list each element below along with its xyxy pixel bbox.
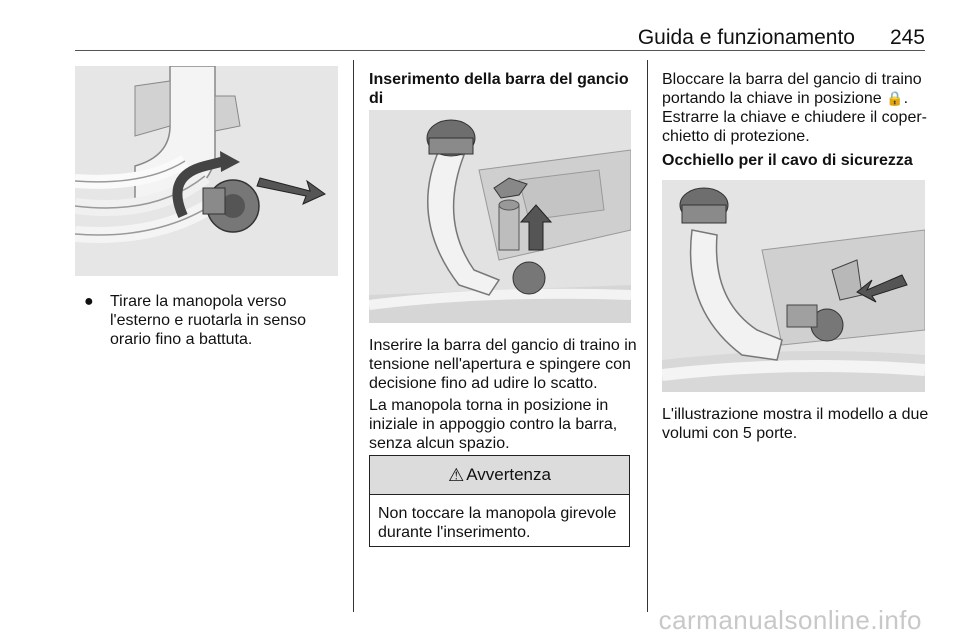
- right-para-1: [662, 70, 930, 146]
- header-rule: [75, 50, 925, 51]
- right-para-2-line-1: L'illustrazione mostra il modello a due: [662, 406, 929, 423]
- right-para-1-line-4: chietto di protezione.: [662, 128, 810, 145]
- page-header: [75, 22, 925, 50]
- right-heading: Occhiello per il cavo di sicurezza: [662, 152, 913, 169]
- middle-para-1: [369, 336, 639, 393]
- middle-heading-line-1: Inserimento della barra del gancio di: [369, 71, 629, 107]
- watermark: carmanualsonline.info: [658, 605, 922, 635]
- column-divider-2: [647, 60, 648, 612]
- column-divider-1: [353, 60, 354, 612]
- middle-para-2: [369, 396, 639, 453]
- illustration-knob-rotate: [75, 66, 338, 276]
- bullet-item: [80, 292, 340, 349]
- section-title: Guida e funzionamento: [637, 26, 855, 49]
- bullet-line-3: orario fino a battuta.: [110, 331, 253, 348]
- bullet-line-1: Tirare la manopola verso: [110, 293, 287, 310]
- right-para-2-line-2: volumi con 5 porte.: [662, 425, 798, 442]
- illustration-safety-eyelet: [662, 180, 925, 392]
- right-para-2: [662, 405, 930, 443]
- right-para-1-line-2: portando la chiave in posizione 🔒.: [662, 90, 909, 107]
- middle-para-2-line-2: iniziale in appoggio contro la barra,: [369, 416, 618, 433]
- left-column-text: [80, 292, 340, 349]
- bullet-icon: ●: [84, 293, 94, 310]
- warning-triangle-icon: ⚠: [448, 464, 465, 485]
- warning-line-2: durante l'inserimento.: [378, 524, 531, 541]
- middle-para-1-line-3: decisione fino ad udire lo scatto.: [369, 375, 598, 392]
- warning-line-1: Non toccare la manopola girevole: [378, 505, 617, 522]
- illustration-towbar-insert: [369, 110, 631, 323]
- middle-para-2-line-1: La manopola torna in posizione in: [369, 397, 609, 414]
- middle-para-2-line-3: senza alcun spazio.: [369, 435, 510, 452]
- right-para-1-line-1: Bloccare la barra del gancio di traino: [662, 71, 922, 88]
- lock-icon: 🔒: [886, 90, 904, 106]
- warning-title: Avvertenza: [466, 465, 551, 484]
- page-number: 245: [889, 26, 925, 49]
- warning-box: [369, 455, 630, 547]
- right-para-1-line-3: Estrarre la chiave e chiudere il coper-: [662, 109, 928, 126]
- middle-para-1-line-2: tensione nell'apertura e spingere con: [369, 356, 631, 373]
- bullet-line-2: l'esterno e ruotarla in senso: [110, 312, 307, 329]
- warning-header: [370, 456, 629, 495]
- middle-para-1-line-1: Inserire la barra del gancio di traino in: [369, 337, 637, 354]
- warning-body: [370, 495, 629, 542]
